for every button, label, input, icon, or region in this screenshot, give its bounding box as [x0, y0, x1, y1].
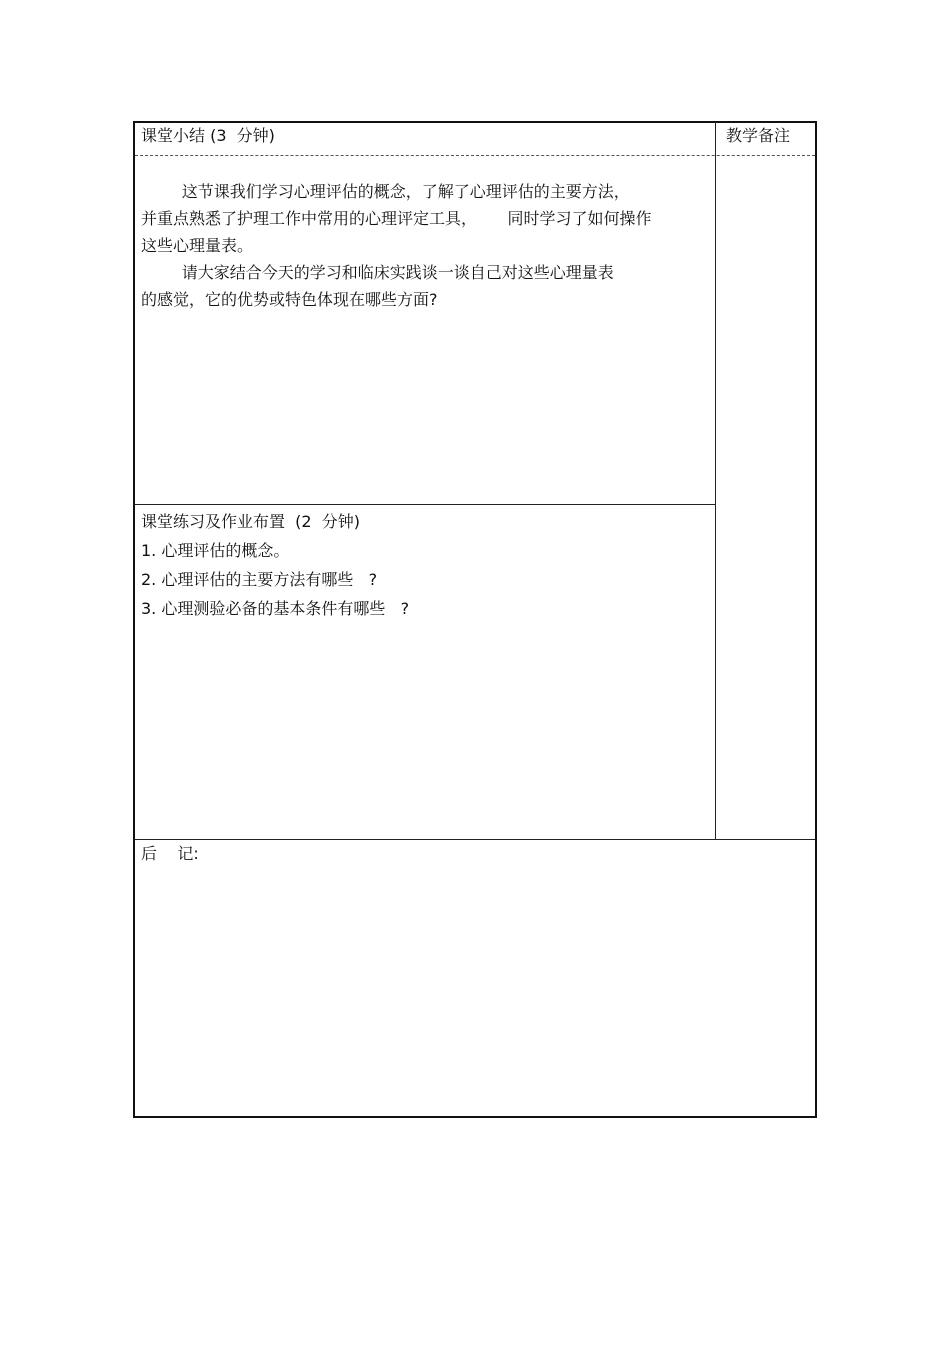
summary-paragraph: [141, 178, 711, 313]
postscript-divider: [135, 839, 815, 840]
exercise-section: [141, 507, 711, 623]
summary-line: 并重点熟悉了护理工作中常用的心理评定工具， 同时学习了如何操作: [141, 209, 652, 228]
summary-line: 的感觉，它的优势或特色体现在哪些方面?: [141, 290, 438, 309]
summary-line: 这些心理量表。: [141, 236, 254, 255]
teaching-notes-title: 教学备注: [726, 126, 791, 145]
header-divider: [135, 155, 815, 156]
exercise-section-title: 课堂练习及作业布置 (2 分钟): [141, 512, 361, 531]
summary-line: 请大家结合今天的学习和临床实践谈一谈自己对这些心理量表: [141, 263, 614, 282]
notes-column-divider: [715, 122, 716, 839]
postscript-label: 后 记:: [141, 844, 199, 863]
summary-section-title: 课堂小结 (3 分钟): [141, 126, 275, 145]
exercise-item: 1. 心理评估的概念。: [141, 541, 290, 560]
exercise-item: 3. 心理测验必备的基本条件有哪些 ?: [141, 599, 410, 618]
summary-divider: [135, 504, 715, 505]
exercise-item: 2. 心理评估的主要方法有哪些 ?: [141, 570, 378, 589]
summary-line: 这节课我们学习心理评估的概念，了解了心理评估的主要方法，: [141, 182, 630, 201]
